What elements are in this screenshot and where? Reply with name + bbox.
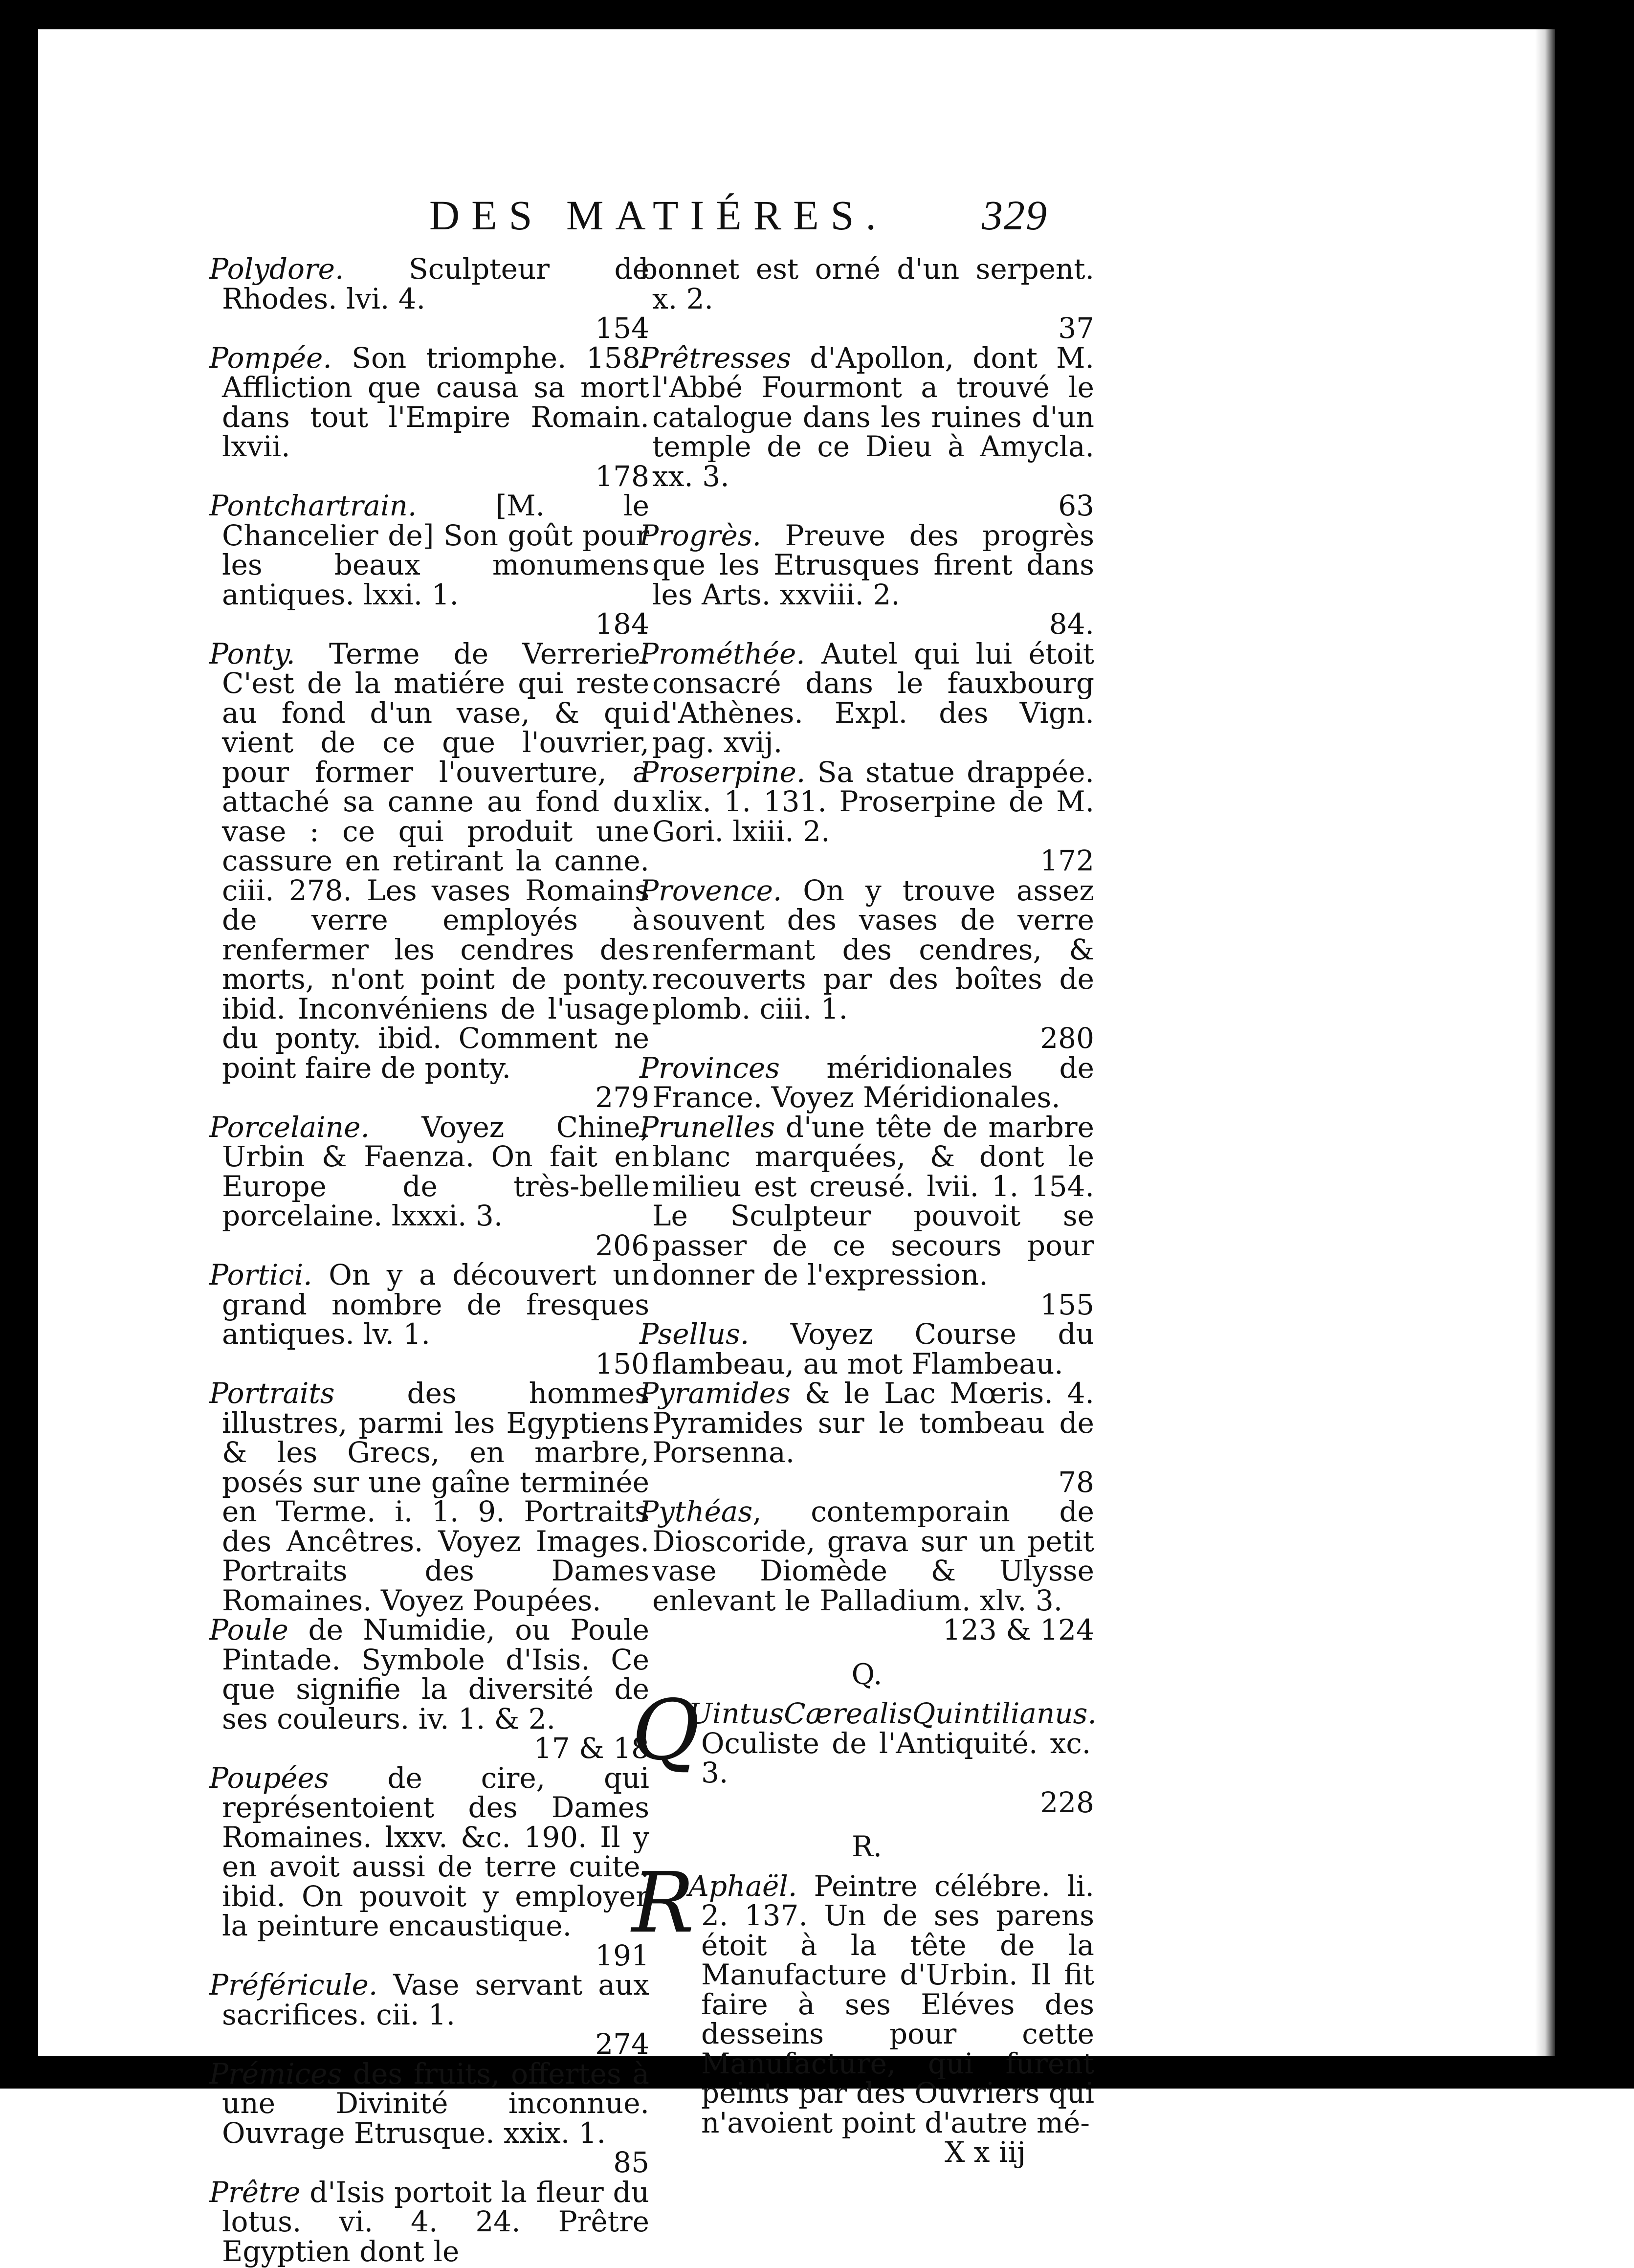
entry-text: Autel qui lui étoit consacré dans le fauxbourg d'Athènes. Expl. des Vign. pag. xvij. <box>652 637 1094 759</box>
index-entry <box>209 639 649 1112</box>
entry-text: d'Isis portoit la fleur du lotus. vi. 4. 24. Prêtre Egyptien dont le <box>222 2175 649 2268</box>
index-entry <box>209 1112 649 1261</box>
entry-text: Son triomphe. 158. Affliction que causa sa mort dans tout l'Empire Romain. lxvii. <box>222 341 649 463</box>
entry-text: On y a découvert un grand nombre de fresques antiques. lv. 1. <box>222 1258 649 1351</box>
entry-page-ref: 274 <box>595 2027 649 2061</box>
running-title: DES MATIÉRES. <box>429 192 888 239</box>
entry-headword: Pyramides <box>640 1377 791 1410</box>
entry-text: Peintre célébre. li. 2. 137. Un de ses parens étoit à la tête de la Manufacture d'Urbin. Il fit faire à ses Eléves des desseins pour cette Manufacture, qui furent peints par des Ouvriers qui n'avoient point d'autre mé- <box>701 1869 1094 2139</box>
entry-headword: Aphaël. <box>688 1869 797 1903</box>
entry-page-ref: 85 <box>613 2146 649 2179</box>
index-entry-q <box>632 1682 1097 1819</box>
entry-page-ref: 78 <box>1058 1465 1094 1499</box>
dropcap-r: R <box>632 1854 694 1952</box>
entry-text: des fruits, offertes à une Divinité inconnue. Ouvrage Etrusque. xxix. 1. <box>222 2057 649 2150</box>
entry-page-ref: 154 <box>595 311 649 345</box>
index-entry <box>209 491 649 639</box>
entry-headword: Proserpine. <box>640 755 806 789</box>
index-entry <box>209 1970 649 2059</box>
entry-page-ref: 150 <box>595 1347 649 1380</box>
entry-text: Terme de Verrerie. C'est de la matiére qui reste au fond d'un vase, & qui vient de ce que l'ouvrier, pour former l'ouverture, a attaché sa canne au fond du vase : ce qui produit une cassure en retirant la canne. ciii. 278. Les vases Romains de verre employés à renfermer les cendres des morts, n'ont point de ponty. ibid. Inconvéniens de l'usage du ponty. ibid. Comment ne point faire de ponty. <box>222 637 649 1085</box>
index-column-left <box>209 254 649 2266</box>
section-heading-q: Q. <box>851 1657 883 1691</box>
section-heading-r: R. <box>851 1830 883 1863</box>
index-entry <box>640 757 1094 876</box>
entry-page-ref: 123 & 124 <box>943 1613 1094 1646</box>
entry-text: de Numidie, ou Poule Pintade. Symbole d'Isis. Ce que signifie la diversité de ses couleurs. iv. 1. & 2. <box>222 1613 649 1735</box>
entry-headword: Portraits <box>209 1377 335 1410</box>
entry-headword: Psellus. <box>640 1317 750 1351</box>
entry-headword: Prunelles <box>640 1110 775 1144</box>
entry-page-ref: 17 & 18 <box>533 1732 649 1765</box>
page-number: 329 <box>982 192 1048 239</box>
entry-text: Oculiste de l'Antiquité. xc. 3. <box>701 1726 1091 1789</box>
index-entry <box>640 1497 1094 1645</box>
entry-headword: Prêtresses <box>640 341 792 375</box>
index-entry <box>640 518 1094 641</box>
entry-headword: UintusCærealisQuintilianus. <box>688 1697 1097 1730</box>
index-column-right <box>632 252 1097 2169</box>
entry-text: Vase servant aux sacrifices. cii. 1. <box>222 1968 649 2031</box>
index-entry <box>640 1379 1094 1497</box>
page-gutter-shadow <box>1535 29 1555 2056</box>
index-entry <box>640 1053 1094 1112</box>
entry-headword: Prêtre <box>209 2175 301 2209</box>
entry-page-ref: 279 <box>595 1081 649 1114</box>
index-entry <box>640 873 1094 1055</box>
entry-headword: Provinces <box>640 1051 780 1085</box>
entry-headword: Poupées <box>209 1761 329 1795</box>
entry-headword: Pythéas <box>640 1495 753 1528</box>
index-entry <box>209 343 649 491</box>
entry-headword: Portici. <box>209 1258 312 1291</box>
entry-text: Sa statue drappée. xlix. 1. 131. Proserpine de M. Gori. lxiii. 2. <box>652 755 1094 848</box>
entry-headword: Ponty. <box>209 637 295 670</box>
scan-border-left <box>0 0 38 2089</box>
entry-page-ref: 178 <box>595 459 649 493</box>
entry-text: de cire, qui représentoient des Dames Romaines. lxxv. &c. 190. Il y en avoit aussi de terre cuite. ibid. On pouvoit y employer la peinture encaustique. <box>222 1761 649 1942</box>
book-page <box>38 29 1535 2268</box>
entry-text: bonnet est orné d'un serpent. x. 2. <box>640 252 1094 315</box>
entry-headword: Prémices <box>209 2057 342 2090</box>
entry-page-ref: 191 <box>595 1938 649 1972</box>
entry-page-ref: 63 <box>1058 489 1094 522</box>
scan-border-top <box>0 0 1634 29</box>
entry-page-ref: 37 <box>1058 311 1094 345</box>
entry-text: Voyez Chine, Urbin & Faenza. On fait en Europe de très-belle porcelaine. lxxxi. 3. <box>222 1110 649 1232</box>
entry-headword: Préféricule. <box>209 1968 378 2001</box>
index-entry <box>640 1319 1094 1379</box>
entry-text: méridionales de France. Voyez Méridionales. <box>652 1051 1094 1114</box>
scan-border-right <box>1555 0 1634 2089</box>
entry-headword: Provence. <box>640 873 782 907</box>
entry-text: d'Apollon, dont M. l'Abbé Fourmont a trouvé le catalogue dans les ruines d'un temple de ce Dieu à Amycla. xx. 3. <box>652 341 1094 493</box>
entry-headword: Polydore. <box>209 252 344 286</box>
entry-headword: Poule <box>209 1613 288 1646</box>
entry-page-ref: 155 <box>1040 1288 1094 1321</box>
index-entry <box>209 254 649 343</box>
entry-page-ref: 280 <box>1040 1022 1094 1055</box>
index-entry <box>209 1379 649 1615</box>
entry-page-ref: 184 <box>595 607 649 641</box>
entry-headword: Pompée. <box>209 341 332 375</box>
entry-page-ref: 228 <box>1040 1785 1094 1819</box>
index-entry <box>209 2059 649 2178</box>
index-entry <box>209 1763 649 1971</box>
entry-text: Sculpteur de Rhodes. lvi. 4. <box>222 252 649 315</box>
index-entry <box>209 1615 649 1763</box>
index-entry <box>640 343 1094 521</box>
entry-text: Preuve des progrès que les Etrusques firent dans les Arts. xxviii. 2. <box>652 518 1094 611</box>
entry-text: , contemporain de Dioscoride, grava sur un petit vase Diomède & Ulysse enlevant le Palladium. xlv. 3. <box>652 1495 1094 1617</box>
entry-text: & le Lac Mœris. 4. Pyramides sur le tombeau de Porsenna. <box>652 1377 1094 1469</box>
running-header <box>38 191 1114 245</box>
index-entries-right <box>640 254 1094 1645</box>
dropcap-q: Q <box>632 1682 700 1779</box>
index-entry <box>640 639 1094 757</box>
entry-text: On y trouve assez souvent des vases de verre renfermant des cendres, & recouverts par des boîtes de plomb. ciii. 1. <box>652 873 1094 1025</box>
entry-page-ref: 172 <box>1040 844 1094 877</box>
entry-headword: Pontchartrain. <box>209 489 417 522</box>
index-entry <box>209 1260 649 1379</box>
entry-headword: Prométhée. <box>640 637 805 670</box>
entry-headword: Porcelaine. <box>209 1110 370 1144</box>
entry-page-ref: 206 <box>595 1228 649 1262</box>
catchword-signature: X x iij <box>945 2135 1026 2169</box>
index-entry <box>640 1112 1094 1320</box>
entry-text: d'une tête de marbre blanc marquées, & dont le milieu est creusé. lvii. 1. 154. Le Sculpteur pouvoit se passer de ce secours pour donner de l'expression. <box>652 1110 1094 1291</box>
index-entry-r <box>632 1854 1094 2139</box>
entry-page-ref: 84. <box>1049 607 1094 641</box>
entry-text: Voyez Course du flambeau, au mot Flambeau. <box>652 1317 1094 1380</box>
index-entry <box>209 2175 649 2268</box>
entry-text: des hommes illustres, parmi les Egyptiens & les Grecs, en marbre, posés sur une gaîne terminée en Terme. i. 1. 9. Portraits des Ancêtres. Voyez Images. Portraits des Dames Romaines. Voyez Poupées. <box>222 1377 649 1617</box>
entry-text: [M. le Chancelier de] Son goût pour les beaux monumens antiques. lxxi. 1. <box>222 489 649 611</box>
entry-headword: Progrès. <box>640 518 762 552</box>
index-entry <box>640 254 1094 343</box>
